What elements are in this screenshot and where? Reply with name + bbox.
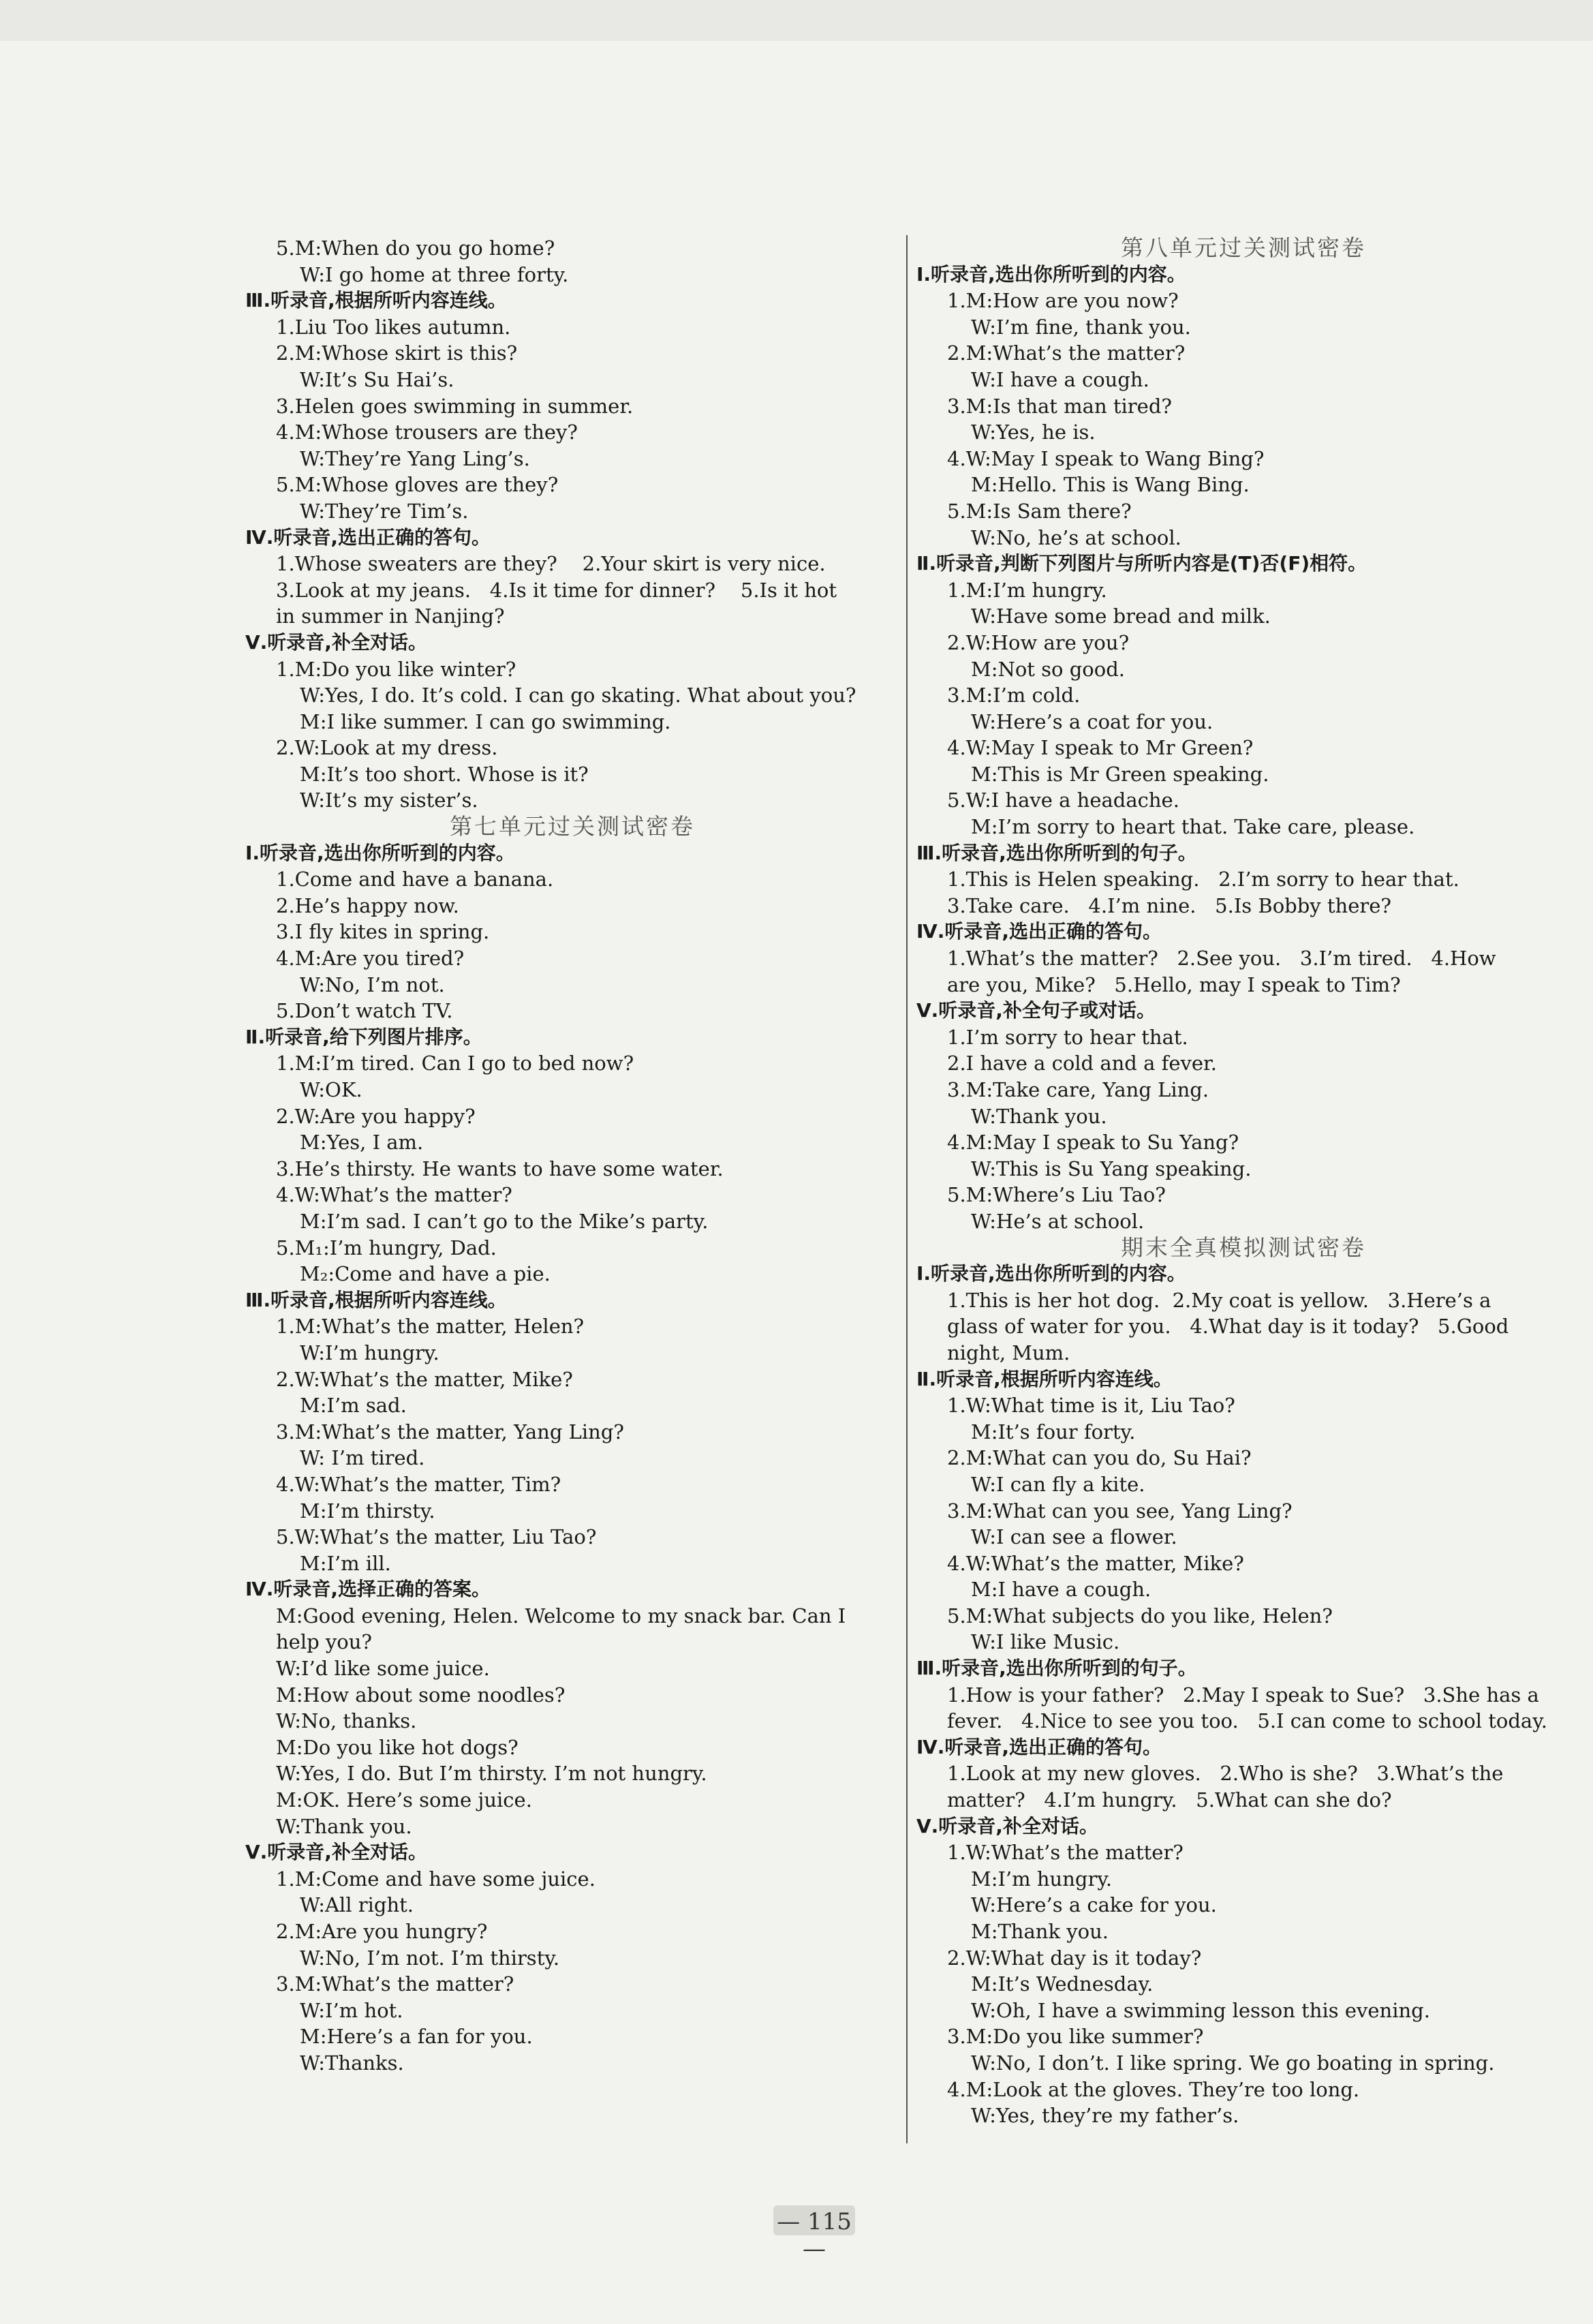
text-line: M:This is Mr Green speaking.	[971, 762, 1269, 786]
text-line: W:I’m fine, thank you.	[971, 315, 1191, 339]
text-line: in summer in Nanjing?	[276, 605, 505, 628]
text-line: W:Thanks.	[300, 2051, 404, 2075]
text-line: 2.W:How are you?	[947, 630, 1130, 654]
question-heading: Ⅳ.听录音,选择正确的答案。	[245, 1578, 491, 1601]
text-line: W:No, I’m not. I’m thirsty.	[300, 1946, 560, 1970]
text-line: 3.He’s thirsty. He wants to have some water.	[276, 1157, 724, 1180]
question-heading: Ⅰ.听录音,选出你所听到的内容。	[916, 1262, 1186, 1285]
question-heading: Ⅱ.听录音,根据所听内容连线。	[916, 1367, 1173, 1390]
question-heading: Ⅴ.听录音,补全对话。	[916, 1814, 1098, 1837]
left-column	[245, 235, 899, 2077]
text-line: 1.This is Helen speaking. 2.I’m sorry to hear that.	[947, 868, 1459, 891]
question-heading: Ⅰ.听录音,选出你所听到的内容。	[245, 841, 515, 864]
text-line: 4.M:Whose trousers are they?	[276, 421, 578, 444]
question-heading: Ⅲ.听录音,选出你所听到的句子。	[916, 841, 1197, 864]
question-heading: Ⅳ.听录音,选出正确的答句。	[245, 525, 491, 549]
question-heading: Ⅳ.听录音,选出正确的答句。	[916, 1735, 1162, 1758]
text-line: 2.He’s happy now.	[276, 893, 459, 917]
text-line: 3.M:What’s the matter?	[276, 1972, 514, 1996]
text-line: 3.M:Take care, Yang Ling.	[947, 1078, 1209, 1101]
text-line: 5.M:Whose gloves are they?	[276, 473, 559, 497]
question-heading: Ⅳ.听录音,选出正确的答句。	[916, 920, 1162, 943]
text-line: fever. 4.Nice to see you too. 5.I can come to school today.	[947, 1709, 1547, 1733]
text-line: W:They’re Tim’s.	[300, 499, 469, 523]
text-line: 2.W:What day is it today?	[947, 1946, 1202, 1970]
text-line: W:No, I don’t. I like spring. We go boating in spring.	[971, 2051, 1495, 2075]
text-line: 5.M:What subjects do you like, Helen?	[947, 1604, 1333, 1627]
text-line: W:Thank you.	[971, 1104, 1107, 1128]
text-line: 3.M:Do you like summer?	[947, 2025, 1204, 2049]
right-column	[916, 235, 1571, 2129]
text-line: W:I’d like some juice.	[276, 1657, 490, 1681]
text-line: 2.W:What’s the matter, Mike?	[276, 1367, 573, 1391]
text-line: are you, Mike? 5.Hello, may I speak to Tim?	[947, 973, 1401, 996]
question-heading: Ⅰ.听录音,选出你所听到的内容。	[916, 262, 1186, 286]
text-line: 1.M:Do you like winter?	[276, 657, 516, 681]
text-line: W:Oh, I have a swimming lesson this evening.	[971, 1998, 1430, 2022]
text-line: 4.M:Are you tired?	[276, 947, 465, 970]
text-line: W:No, I’m not.	[300, 973, 445, 996]
text-line: help you?	[276, 1630, 372, 1654]
text-line: M:Thank you.	[971, 1920, 1109, 1943]
question-heading: Ⅱ.听录音,判断下列图片与所听内容是(T)否(F)相符。	[916, 552, 1367, 575]
question-heading: Ⅲ.听录音,选出你所听到的句子。	[916, 1657, 1197, 1680]
text-line: 3.Take care. 4.I’m nine. 5.Is Bobby there?	[947, 893, 1391, 917]
text-line: M:Do you like hot dogs?	[276, 1735, 519, 1759]
text-line: 1.Liu Too likes autumn.	[276, 315, 511, 339]
text-line: M:I’m hungry.	[971, 1867, 1113, 1891]
text-line: W:Here’s a cake for you.	[971, 1893, 1217, 1917]
text-line: 3.Look at my jeans. 4.Is it time for dinner? 5.Is it hot	[276, 578, 837, 602]
text-line: M:Here’s a fan for you.	[300, 2025, 533, 2049]
text-line: glass of water for you. 4.What day is it today? 5.Good	[947, 1315, 1509, 1339]
text-line: 1.M:Come and have some juice.	[276, 1867, 596, 1891]
text-line: 1.M:What’s the matter, Helen?	[276, 1315, 585, 1339]
text-line: W:Here’s a coat for you.	[971, 709, 1213, 733]
question-heading: Ⅴ.听录音,补全对话。	[245, 1841, 427, 1864]
question-heading: Ⅴ.听录音,补全句子或对话。	[916, 999, 1156, 1022]
text-line: M:I’m sorry to heart that. Take care, please.	[971, 815, 1415, 839]
text-line: 5.Don’t watch TV.	[276, 999, 453, 1023]
text-line: W:Yes, I do. But I’m thirsty. I’m not hungry.	[276, 1762, 707, 1786]
text-line: W:It’s Su Hai’s.	[300, 367, 454, 391]
text-line: 1.What’s the matter? 2.See you. 3.I’m tired. 4.How	[947, 947, 1496, 970]
text-line: W:I can fly a kite.	[971, 1472, 1145, 1496]
question-heading: Ⅴ.听录音,补全对话。	[245, 630, 427, 654]
text-line: 2.M:What can you do, Su Hai?	[947, 1446, 1252, 1470]
text-line: W:I go home at three forty.	[300, 262, 569, 286]
top-strip	[0, 0, 1593, 41]
text-line: 2.W:Look at my dress.	[276, 736, 498, 760]
text-line: 4.W:May I speak to Wang Bing?	[947, 446, 1265, 470]
text-line: night, Mum.	[947, 1341, 1070, 1364]
text-line: 2.M:Whose skirt is this?	[276, 341, 518, 365]
text-line: W:All right.	[300, 1893, 414, 1917]
text-line: W:Yes, he is.	[971, 421, 1096, 444]
text-line: 5.M₁:I’m hungry, Dad.	[276, 1236, 497, 1259]
text-line: M:Good evening, Helen. Welcome to my snack bar. Can I	[276, 1604, 846, 1627]
text-line: 3.M:Is that man tired?	[947, 394, 1172, 418]
text-line: 1.This is her hot dog. 2.My coat is yellow. 3.Here’s a	[947, 1288, 1491, 1312]
text-line: W:OK.	[300, 1078, 362, 1101]
text-line: W:I have a cough.	[971, 367, 1149, 391]
text-line: W:It’s my sister’s.	[300, 789, 478, 812]
text-line: W:No, he’s at school.	[971, 525, 1181, 549]
section-title: 第七单元过关测试密卷	[450, 813, 695, 840]
text-line: 2.M:Are you hungry?	[276, 1920, 488, 1943]
text-line: 1.I’m sorry to hear that.	[947, 1025, 1188, 1049]
text-line: W:I’m hungry.	[300, 1341, 439, 1364]
text-line: M:I’m sad.	[300, 1394, 407, 1418]
text-line: M:I’m ill.	[300, 1551, 391, 1575]
text-line: 5.W:I have a headache.	[947, 789, 1179, 812]
text-line: W:Yes, they’re my father’s.	[971, 2104, 1239, 2128]
text-line: W: I’m tired.	[300, 1446, 425, 1470]
text-line: 5.M:Where’s Liu Tao?	[947, 1183, 1166, 1207]
text-line: W:Yes, I do. It’s cold. I can go skating. What about you?	[300, 684, 856, 707]
text-line: 4.W:May I speak to Mr Green?	[947, 736, 1254, 760]
text-line: 3.I fly kites in spring.	[276, 920, 490, 944]
text-line: 1.M:I’m tired. Can I go to bed now?	[276, 1052, 634, 1075]
question-heading: Ⅲ.听录音,根据所听内容连线。	[245, 289, 507, 312]
column-divider	[906, 235, 908, 2143]
text-line: M:It’s four forty.	[971, 1420, 1136, 1443]
text-line: W:I like Music.	[971, 1630, 1120, 1654]
text-line: M:Hello. This is Wang Bing.	[971, 473, 1250, 497]
text-line: 3.M:I’m cold.	[947, 684, 1081, 707]
text-line: M:It’s too short. Whose is it?	[300, 762, 589, 786]
text-line: W:I can see a flower.	[971, 1525, 1177, 1549]
text-line: 1.M:How are you now?	[947, 289, 1179, 313]
text-line: 4.W:What’s the matter?	[276, 1183, 512, 1207]
text-line: W:No, thanks.	[276, 1709, 417, 1733]
text-line: M₂:Come and have a pie.	[300, 1262, 551, 1286]
text-line: M:How about some noodles?	[276, 1683, 566, 1707]
page-number: — 115 —	[777, 2208, 852, 2263]
text-line: 5.M:Is Sam there?	[947, 499, 1132, 523]
section-title: 期末全真模拟测试密卷	[1121, 1234, 1366, 1261]
text-line: 1.Whose sweaters are they? 2.Your skirt is very nice.	[276, 552, 826, 576]
text-line: M:It’s Wednesday.	[971, 1972, 1154, 1996]
text-line: 1.M:I’m hungry.	[947, 578, 1107, 602]
text-line: 1.Look at my new gloves. 2.Who is she? 3.What’s the	[947, 1762, 1504, 1786]
text-line: W:Have some bread and milk.	[971, 605, 1271, 628]
text-line: M:OK. Here’s some juice.	[276, 1788, 532, 1812]
text-line: 3.M:What’s the matter, Yang Ling?	[276, 1420, 624, 1443]
text-line: 1.How is your father? 2.May I speak to Sue? 3.She has a	[947, 1683, 1539, 1707]
text-line: 1.W:What time is it, Liu Tao?	[947, 1394, 1235, 1418]
text-line: matter? 4.I’m hungry. 5.What can she do?	[947, 1788, 1392, 1812]
text-line: W:He’s at school.	[971, 1209, 1145, 1233]
text-line: M:Not so good.	[971, 657, 1125, 681]
text-line: W:Thank you.	[276, 1814, 412, 1838]
text-line: 5.M:When do you go home?	[276, 236, 555, 260]
text-line: M:I like summer. I can go swimming.	[300, 709, 671, 733]
text-line: 4.W:What’s the matter, Tim?	[276, 1472, 561, 1496]
text-line: 3.M:What can you see, Yang Ling?	[947, 1499, 1293, 1523]
text-line: 2.I have a cold and a fever.	[947, 1052, 1217, 1075]
question-heading: Ⅱ.听录音,给下列图片排序。	[245, 1025, 482, 1048]
question-heading: Ⅲ.听录音,根据所听内容连线。	[245, 1288, 507, 1311]
text-line: 4.W:What’s the matter, Mike?	[947, 1551, 1244, 1575]
text-line: 2.M:What’s the matter?	[947, 341, 1186, 365]
text-line: W:They’re Yang Ling’s.	[300, 446, 530, 470]
text-line: M:I have a cough.	[971, 1578, 1151, 1602]
text-line: 3.Helen goes swimming in summer.	[276, 394, 634, 418]
text-line: 4.M:May I speak to Su Yang?	[947, 1131, 1239, 1155]
text-line: 1.W:What’s the matter?	[947, 1841, 1184, 1865]
text-line: 5.W:What’s the matter, Liu Tao?	[276, 1525, 597, 1549]
text-line: M:Yes, I am.	[300, 1131, 424, 1155]
text-line: W:I’m hot.	[300, 1998, 403, 2022]
text-line: M:I’m sad. I can’t go to the Mike’s party.	[300, 1209, 709, 1233]
section-title: 第八单元过关测试密卷	[1121, 234, 1366, 261]
text-line: W:This is Su Yang speaking.	[971, 1157, 1252, 1180]
text-line: 2.W:Are you happy?	[276, 1104, 476, 1128]
text-line: 4.M:Look at the gloves. They’re too long.	[947, 2077, 1360, 2101]
text-line: M:I’m thirsty.	[300, 1499, 435, 1523]
text-line: 1.Come and have a banana.	[276, 868, 554, 891]
